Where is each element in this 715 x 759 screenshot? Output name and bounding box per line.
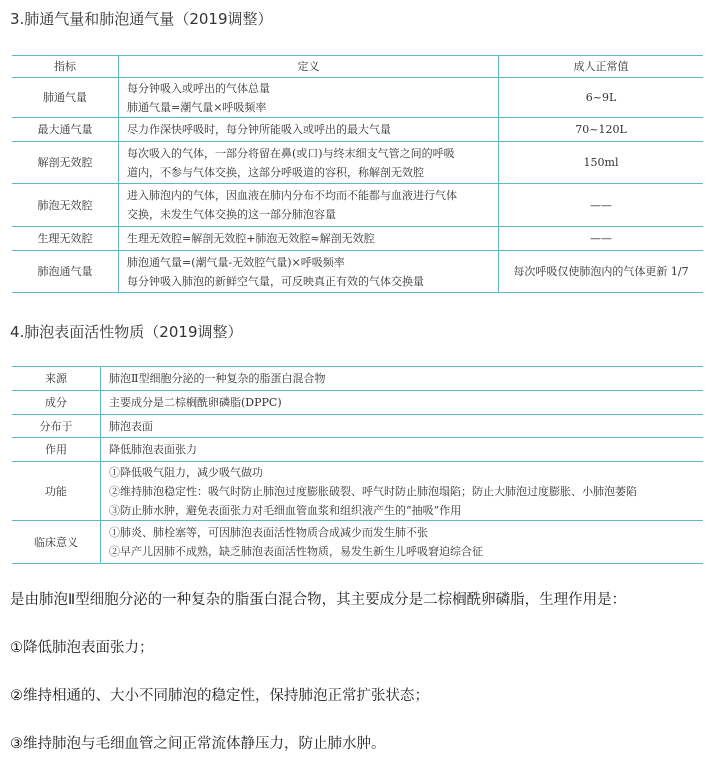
- header-indicator: 指标: [12, 56, 119, 78]
- indicator-cell: 最大通气量: [12, 118, 119, 142]
- table-row: [12, 251, 703, 293]
- table-row: [12, 227, 703, 251]
- property-cell: 成分: [12, 391, 101, 415]
- description-cell: [101, 521, 704, 564]
- description-line: 肺泡表面: [109, 419, 153, 433]
- indicator-cell: 肺泡通气量: [12, 251, 119, 293]
- paragraph: ③维持肺泡与毛细血管之间正常流体静压力，防止肺水肿。: [10, 736, 386, 752]
- table-row: [12, 367, 703, 391]
- description-line: ①降低吸气阻力，减少吸气做功: [109, 465, 263, 479]
- normal-value-cell: ——: [499, 227, 704, 251]
- definition-line: 生理无效腔=解剖无效腔+肺泡无效腔≈解剖无效腔: [127, 232, 375, 245]
- description-line: ②早产儿因肺不成熟，缺乏肺泡表面活性物质，易发生新生儿呼吸窘迫综合征: [109, 545, 483, 558]
- definition-line: 肺泡通气量=(潮气量-无效腔气量)×呼吸频率: [127, 255, 345, 269]
- normal-value-cell: ——: [499, 184, 704, 227]
- ventilation-table: [12, 55, 703, 293]
- header-definition: 定义: [119, 56, 499, 78]
- normal-value-cell: 70~120L: [499, 118, 704, 142]
- section3-title: 3.肺通气量和肺泡通气量（2019调整）: [10, 10, 273, 28]
- property-cell: 功能: [12, 462, 101, 521]
- definition-line: 尽力作深快呼吸时，每分钟所能吸入或呼出的最大气量: [127, 123, 391, 136]
- table-row: [12, 415, 703, 438]
- description-line: ③防止肺水肿，避免表面张力对毛细血管血浆和组织液产生的“抽吸”作用: [109, 503, 462, 517]
- table-row: [12, 438, 703, 462]
- paragraph: ①降低肺泡表面张力；: [10, 640, 154, 656]
- table-row: [12, 521, 703, 564]
- definition-line: 交换，未发生气体交换的这一部分肺泡容量: [127, 208, 336, 221]
- definition-cell: [119, 78, 499, 118]
- description-line: 降低肺泡表面张力: [109, 443, 197, 456]
- definition-cell: [119, 118, 499, 142]
- definition-cell: [119, 227, 499, 251]
- table-row: [12, 184, 703, 227]
- section4-title: 4.肺泡表面活性物质（2019调整）: [10, 323, 243, 341]
- description-cell: [101, 415, 704, 438]
- table-row: [12, 462, 703, 521]
- table-row: [12, 142, 703, 184]
- paragraph: ②维持相通的、大小不同肺泡的稳定性，保持肺泡正常扩张状态；: [10, 688, 429, 704]
- description-line: 主要成分是二棕榈酰卵磷脂(DPPC): [109, 396, 282, 409]
- surfactant-table: [12, 366, 703, 564]
- normal-value-cell: 150ml: [499, 142, 704, 184]
- header-normal-value: 成人正常值: [499, 56, 704, 78]
- description-line: 肺泡Ⅱ型细胞分泌的一种复杂的脂蛋白混合物: [109, 372, 326, 385]
- normal-value-cell: 每次呼吸仅使肺泡内的气体更新 1/7: [499, 251, 704, 293]
- table-row: [12, 78, 703, 118]
- definition-cell: [119, 251, 499, 293]
- definition-line: 每分钟吸入或呼出的气体总量: [127, 81, 270, 95]
- description-line: ②维持肺泡稳定性：吸气时防止肺泡过度膨胀破裂、呼气时防止肺泡塌陷；防止大肺泡过度膨胀、小肺泡萎陷: [109, 484, 637, 498]
- description-cell: [101, 367, 704, 391]
- indicator-cell: 生理无效腔: [12, 227, 119, 251]
- table-row: [12, 118, 703, 142]
- property-cell: 作用: [12, 438, 101, 462]
- paragraph: 是由肺泡Ⅱ型细胞分泌的一种复杂的脂蛋白混合物，其主要成分是二棕榈酰卵磷脂，生理作用是：: [10, 592, 627, 608]
- table-header-row: [12, 56, 703, 78]
- description-cell: [101, 438, 704, 462]
- definition-line: 道内，不参与气体交换，这部分呼吸道的容积，称解剖无效腔: [127, 165, 424, 179]
- definition-cell: [119, 142, 499, 184]
- indicator-cell: 肺通气量: [12, 78, 119, 118]
- indicator-cell: 解剖无效腔: [12, 142, 119, 184]
- property-cell: 临床意义: [12, 521, 101, 564]
- definition-line: 每次吸入的气体，一部分将留在鼻(或口)与终末细支气管之间的呼吸: [127, 146, 455, 160]
- description-line: ①肺炎、肺栓塞等，可因肺泡表面活性物质合成减少而发生肺不张: [109, 526, 428, 539]
- definition-line: 进入肺泡内的气体，因血液在肺内分布不均而不能都与血液进行气体: [127, 189, 457, 202]
- definition-line: 肺通气量=潮气量×呼吸频率: [127, 100, 267, 114]
- definition-line: 每分钟吸入肺泡的新鲜空气量，可反映真正有效的气体交换量: [127, 274, 424, 288]
- property-cell: 来源: [12, 367, 101, 391]
- normal-value-cell: 6~9L: [499, 78, 704, 118]
- description-cell: [101, 462, 704, 521]
- property-cell: 分布于: [12, 415, 101, 438]
- definition-cell: [119, 184, 499, 227]
- table-row: [12, 391, 703, 415]
- description-cell: [101, 391, 704, 415]
- indicator-cell: 肺泡无效腔: [12, 184, 119, 227]
